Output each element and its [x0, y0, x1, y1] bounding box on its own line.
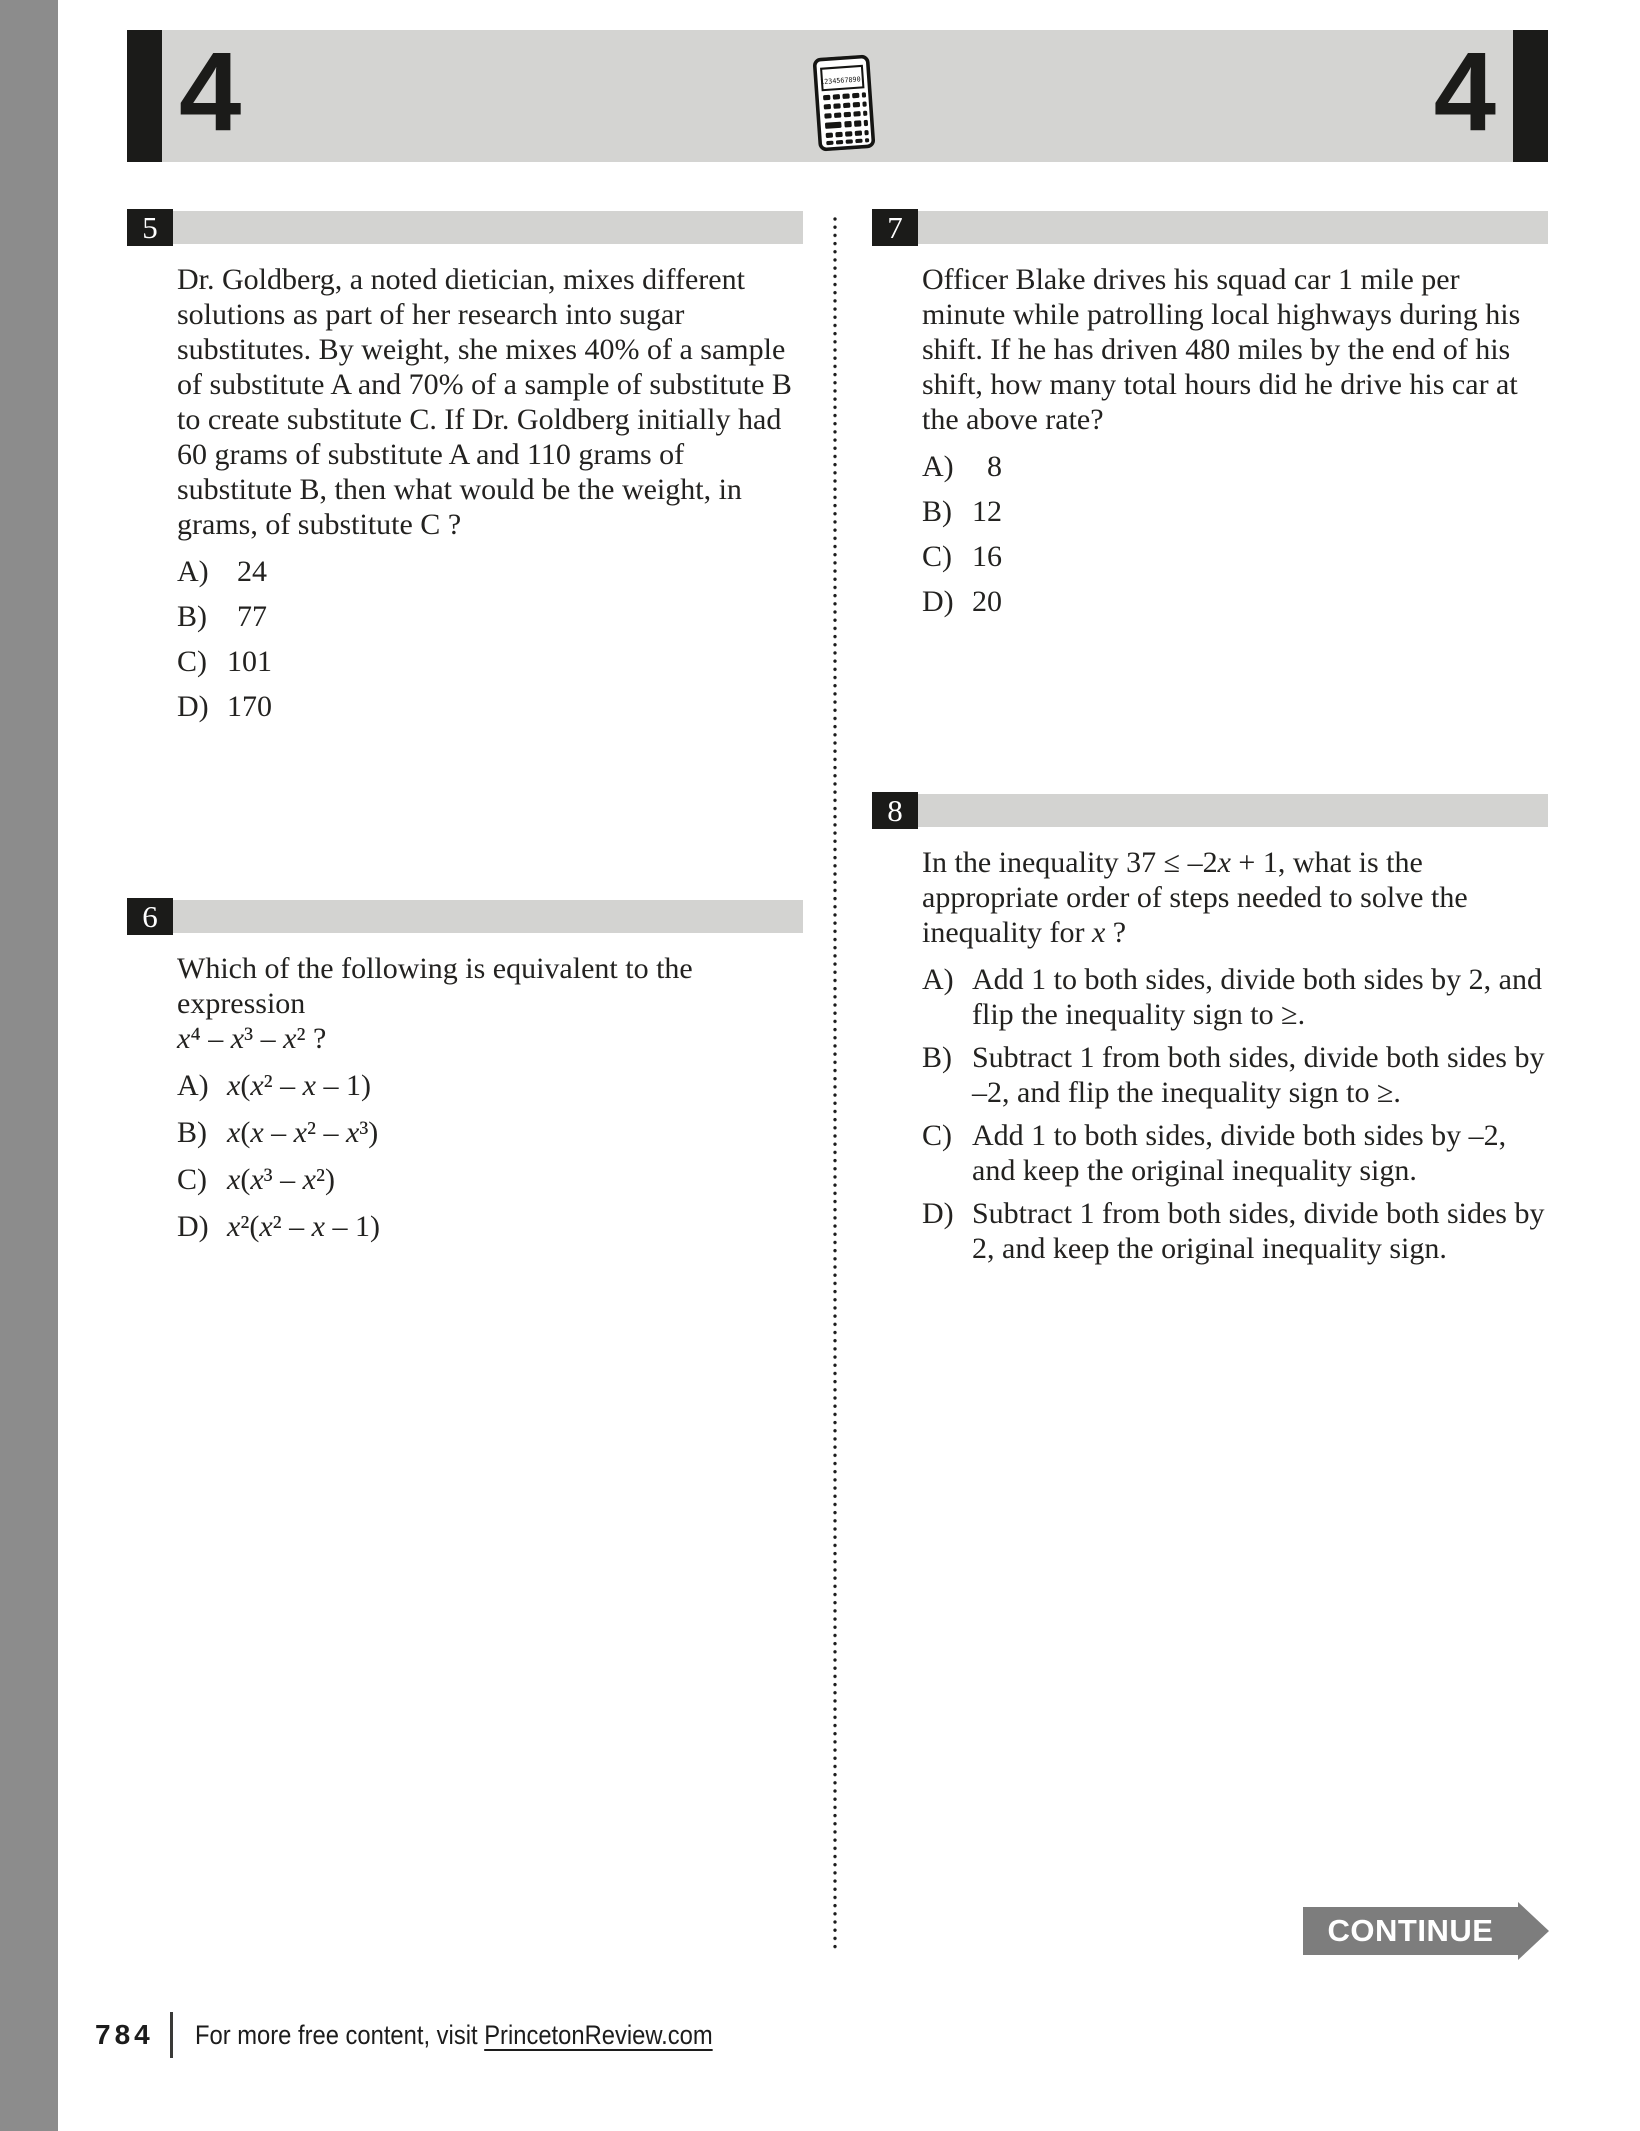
right-column — [872, 0, 1548, 2131]
choice-row-c — [922, 539, 1548, 574]
section-number-left: 4 — [179, 29, 240, 155]
choice-letter: B) — [922, 495, 952, 528]
question-6 — [127, 898, 803, 1256]
footer-link[interactable]: PrincetonReview.com — [483, 2019, 713, 2050]
footer-divider — [170, 2012, 173, 2058]
answer-choices — [922, 962, 1548, 1266]
choice-value: 101 — [227, 645, 272, 678]
question-stem-expression: x⁴ – x³ – x² ? — [177, 1022, 327, 1055]
section-number-right: 4 — [1433, 29, 1494, 155]
continue-arrow-body — [1303, 1907, 1518, 1955]
choice-value: 20 — [972, 585, 1002, 618]
footer-text — [195, 2020, 713, 2051]
question-6-header — [127, 898, 803, 935]
choice-letter: A) — [922, 450, 954, 483]
choice-letter: C) — [922, 540, 952, 573]
choice-letter: C) — [922, 1119, 952, 1152]
choice-row-c — [177, 1162, 803, 1197]
choice-row-c — [922, 1118, 1548, 1188]
question-stem: Which of the following is equivalent to the expression — [177, 952, 693, 1020]
question-7-header — [872, 209, 1548, 246]
choice-value: x²(x² – x – 1) — [227, 1210, 380, 1243]
choice-letter: D) — [922, 1197, 954, 1230]
choice-letter: C) — [177, 645, 207, 678]
page-footer — [95, 2012, 783, 2058]
answer-choices — [177, 554, 803, 724]
calculator-icon — [812, 54, 876, 152]
choice-value: x(x – x² – x³) — [227, 1116, 379, 1149]
choice-letter: D) — [177, 1210, 209, 1243]
question-number-badge: 8 — [872, 792, 918, 829]
answer-choices — [922, 449, 1548, 619]
choice-letter: C) — [177, 1163, 207, 1196]
choice-value: 12 — [972, 495, 1002, 528]
question-stem: In the inequality 37 ≤ –2x + 1, what is the appropriate order of steps needed to solve the inequality for x ? — [922, 846, 1468, 949]
choice-row-d — [177, 1209, 803, 1244]
question-number-badge: 6 — [127, 898, 173, 935]
question-header-bar — [918, 211, 1548, 244]
choice-row-a — [177, 1068, 803, 1103]
choice-row-d — [177, 689, 803, 724]
choice-value: Add 1 to both sides, divide both sides by –2, and keep the original inequality sign. — [972, 1119, 1507, 1187]
question-number-badge: 5 — [127, 209, 173, 246]
choice-row-d — [922, 1196, 1548, 1266]
question-header-bar — [918, 794, 1548, 827]
page-number: 784 — [95, 2019, 154, 2050]
choice-letter: B) — [177, 600, 207, 633]
choice-value: 77 — [237, 600, 267, 633]
choice-row-b — [922, 494, 1548, 529]
choice-letter: A) — [177, 555, 209, 588]
calculator-display: 1234567890. — [819, 75, 865, 87]
choice-row-b — [177, 1115, 803, 1150]
choice-value: Add 1 to both sides, divide both sides by 2, and flip the inequality sign to ≥. — [972, 963, 1542, 1031]
answer-choices — [177, 1068, 803, 1244]
choice-value: Subtract 1 from both sides, divide both sides by –2, and flip the inequality sign to ≥. — [972, 1041, 1545, 1109]
choice-letter: B) — [177, 1116, 207, 1149]
question-8 — [872, 792, 1548, 1274]
choice-row-b — [922, 1040, 1548, 1110]
choice-value: 24 — [237, 555, 267, 588]
choice-value: 170 — [227, 690, 272, 723]
question-header-bar — [173, 900, 803, 933]
choice-row-a — [922, 962, 1548, 1032]
choice-letter: D) — [177, 690, 209, 723]
choice-value: Subtract 1 from both sides, divide both sides by 2, and keep the original inequality sign. — [972, 1197, 1545, 1265]
choice-row-a — [922, 449, 1548, 484]
choice-value: x(x³ – x²) — [227, 1163, 335, 1196]
question-7 — [872, 209, 1548, 629]
question-stem: Officer Blake drives his squad car 1 mile per minute while patrolling local highways during his shift. If he has driven 480 miles by the end of his shift, how many total hours did he drive his car at the above rate? — [922, 263, 1521, 436]
continue-label: CONTINUE — [1327, 1913, 1494, 1948]
choice-value: 16 — [972, 540, 1002, 573]
question-number-badge: 7 — [872, 209, 918, 246]
continue-arrowhead — [1518, 1902, 1549, 1960]
question-header-bar — [173, 211, 803, 244]
choice-row-a — [177, 554, 803, 589]
choice-value: 8 — [987, 450, 1002, 483]
question-stem: Dr. Goldberg, a noted dietician, mixes different solutions as part of her research into sugar substitutes. By weight, she mixes 40% of a sample of substitute A and 70% of a sample of substitute B to create substitute C. If Dr. Goldberg initially had 60 grams of substitute A and 110 grams of substitute B, then what would be the weight, in grams, of substitute C ? — [177, 263, 792, 541]
choice-letter: A) — [177, 1069, 209, 1102]
choice-row-b — [177, 599, 803, 634]
page-edge-strip — [0, 0, 58, 2131]
choice-row-d — [922, 584, 1548, 619]
left-column — [127, 0, 803, 2131]
choice-letter: D) — [922, 585, 954, 618]
question-8-header — [872, 792, 1548, 829]
question-5 — [127, 209, 803, 734]
footer-text-label: For more free content, visit — [194, 2019, 484, 2050]
question-5-header — [127, 209, 803, 246]
choice-letter: A) — [922, 963, 954, 996]
choice-letter: B) — [922, 1041, 952, 1074]
column-divider — [833, 215, 837, 1950]
choice-row-c — [177, 644, 803, 679]
choice-value: x(x² – x – 1) — [227, 1069, 371, 1102]
continue-arrow — [1303, 1899, 1548, 1957]
